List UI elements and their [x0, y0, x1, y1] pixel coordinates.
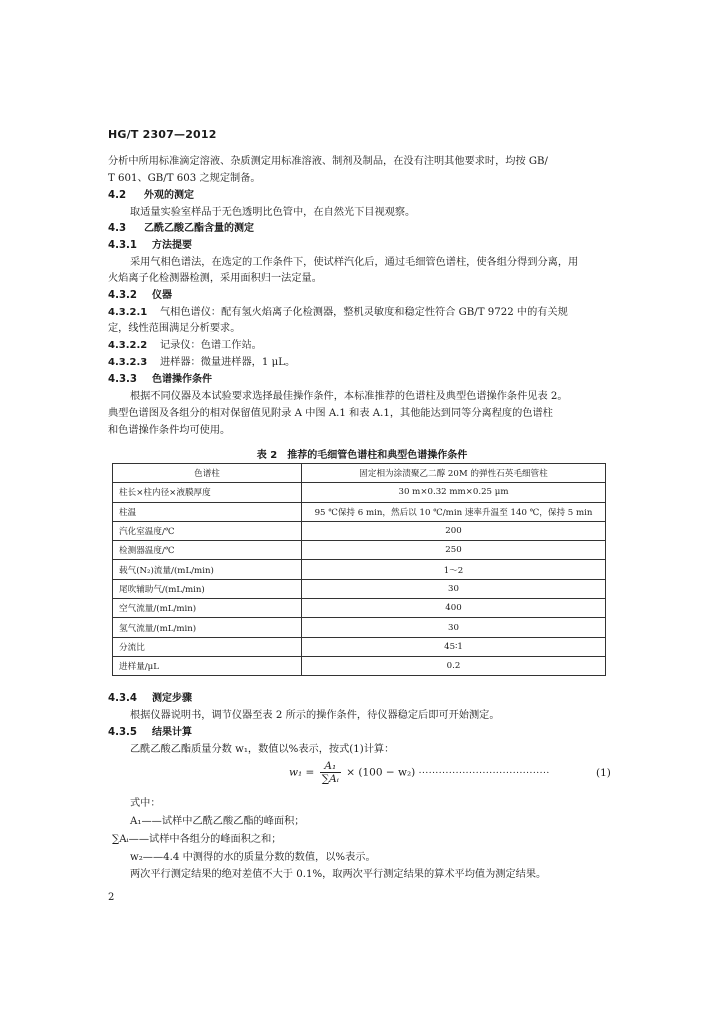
section-4-3-1-line-1: 采用气相色谱法，在选定的工作条件下，使试样汽化后，通过毛细管色谱柱，使各组分得到分离，用: [130, 257, 579, 268]
section-4-3-heading: [108, 222, 254, 236]
equation-leader-dots: ·······································: [418, 768, 550, 779]
table-cell: 400: [302, 599, 606, 618]
section-4-3-1-line-2: 火焰离子化检测器检测，采用面积归一法定量。: [108, 273, 322, 284]
where-w2: w₂——4.4 中测得的水的质量分数的数值，以%表示。: [130, 852, 376, 863]
section-title: 色谱操作条件: [152, 374, 212, 385]
section-4-2-body: 取适量实验室样品于无色透明比色管中，在自然光下目视观察。: [130, 207, 416, 218]
table-cell: 柱温: [113, 502, 302, 521]
section-4-2-heading: [108, 189, 194, 203]
section-title: 测定步骤: [152, 693, 192, 704]
table-row: [113, 579, 606, 598]
table-row: [113, 637, 606, 656]
section-number: 4.3.2.2: [108, 340, 148, 351]
section-4-3-1-heading: [108, 239, 192, 253]
table-row: [113, 656, 606, 675]
section-4-3-2-heading: [108, 289, 172, 303]
section-4-3-2-3: [108, 356, 295, 370]
section-4-3-4-heading: [108, 692, 192, 706]
table-cell: 1～2: [302, 560, 606, 579]
section-4-3-2-1-line-2: 定，线性范围满足分析要求。: [108, 323, 241, 334]
table-cell: 分流比: [113, 637, 302, 656]
section-4-3-3-line-2: 典型色谱图及各组分的相对保留值见附录 A 中图 A.1 和表 A.1，其他能达到同等分离程度的色谱柱: [108, 408, 553, 419]
table-cell: 检测器温度/℃: [113, 541, 302, 560]
where-sum: ∑Aᵢ——试样中各组分的峰面积之和；: [112, 834, 282, 845]
table-cell: 空气流量/(mL/min): [113, 599, 302, 618]
table-cell: 柱长×柱内径×液膜厚度: [113, 483, 302, 502]
section-number: 4.2: [108, 190, 127, 201]
section-number: 4.3.1: [108, 240, 138, 251]
section-4-3-3-heading: [108, 373, 212, 387]
table-row: [113, 483, 606, 502]
table-row: [113, 502, 606, 521]
section-title: 仪器: [152, 290, 172, 301]
table-row: [113, 618, 606, 637]
table-header-cell: 固定相为涂渍聚乙二醇 20M 的弹性石英毛细管柱: [302, 464, 606, 483]
table-cell: 45∶1: [302, 637, 606, 656]
section-number: 4.3.3: [108, 374, 138, 385]
chromatography-conditions-table: [112, 463, 606, 676]
where-label: 式中：: [130, 798, 161, 809]
fraction-denominator: ∑Aᵢ: [321, 773, 339, 785]
table-row: [113, 541, 606, 560]
table-row: [113, 560, 606, 579]
table-cell: 30: [302, 579, 606, 598]
equation-lhs: w₁ =: [289, 766, 315, 779]
section-text: 气相色谱仪：配有氢火焰离子化检测器，整机灵敏度和稳定性符合 GB/T 9722 中的有关规: [160, 307, 568, 318]
section-text: 进样器：微量进样器，1 μL。: [160, 357, 296, 368]
section-title: 外观的测定: [144, 190, 194, 201]
equation-fraction: [320, 760, 341, 785]
section-number: 4.3: [108, 223, 127, 234]
intro-line-2: T 601、GB/T 603 之规定制备。: [108, 173, 261, 184]
table-cell: 氢气流量/(mL/min): [113, 618, 302, 637]
table-cell: 载气(N₂)流量/(mL/min): [113, 560, 302, 579]
table-row: [113, 599, 606, 618]
intro-line-1: 分析中所用标准滴定溶液、杂质测定用标准溶液、制剂及制品，在没有注明其他要求时，均按 GB/: [108, 156, 548, 167]
table-row: [113, 521, 606, 540]
table-cell: 250: [302, 541, 606, 560]
section-text: 记录仪：色谱工作站。: [160, 340, 262, 351]
standard-header: HG/T 2307—2012: [108, 128, 217, 141]
section-4-3-3-line-3: 和色谱操作条件均可使用。: [108, 425, 231, 436]
section-title: 乙酰乙酸乙酯含量的测定: [144, 223, 254, 234]
section-title: 结果计算: [152, 727, 192, 738]
fraction-numerator: A₁: [320, 760, 341, 773]
table-cell: 200: [302, 521, 606, 540]
final-statement: 两次平行测定结果的绝对差值不大于 0.1%，取两次平行测定结果的算术平均值为测定结果。: [130, 869, 547, 880]
table-cell: 汽化室温度/℃: [113, 521, 302, 540]
section-number: 4.3.2.1: [108, 307, 148, 318]
equation-number: (1): [596, 767, 611, 779]
section-4-3-2-2: [108, 339, 262, 353]
section-4-3-3-line-1: 根据不同仪器及本试验要求选择最佳操作条件，本标准推荐的色谱柱及典型色谱操作条件见表 2。: [130, 391, 568, 402]
table-cell: 尾吹辅助气/(mL/min): [113, 579, 302, 598]
section-number: 4.3.2.3: [108, 357, 148, 368]
where-a1: A₁——试样中乙酰乙酸乙酯的峰面积；: [130, 816, 305, 827]
equation-rest: × (100 − w₂): [346, 766, 416, 779]
table-header-row: [113, 464, 606, 483]
section-4-3-5-intro: 乙酰乙酸乙酯质量分数 w₁，数值以%表示，按式(1)计算：: [130, 744, 395, 755]
table-cell: 0.2: [302, 656, 606, 675]
page-number: 2: [108, 892, 115, 903]
table-cell: 30 m×0.32 mm×0.25 μm: [302, 483, 606, 502]
table-header-cell: 色谱柱: [113, 464, 302, 483]
table-cell: 30: [302, 618, 606, 637]
section-4-3-2-1: [108, 306, 568, 320]
section-4-3-4-body: 根据仪器说明书，调节仪器至表 2 所示的操作条件，待仪器稳定后即可开始测定。: [130, 710, 500, 721]
table-cell: 进样量/μL: [113, 656, 302, 675]
section-number: 4.3.2: [108, 290, 138, 301]
table-cell: 95 ℃保持 6 min，然后以 10 ℃/min 速率升温至 140 ℃，保持 5 min: [302, 502, 606, 521]
equation-1: [289, 760, 550, 785]
section-4-3-5-heading: [108, 726, 192, 740]
section-number: 4.3.4: [108, 693, 138, 704]
table-caption: 表 2 推荐的毛细管色谱柱和典型色谱操作条件: [256, 450, 468, 461]
section-number: 4.3.5: [108, 727, 138, 738]
section-title: 方法提要: [152, 240, 192, 251]
